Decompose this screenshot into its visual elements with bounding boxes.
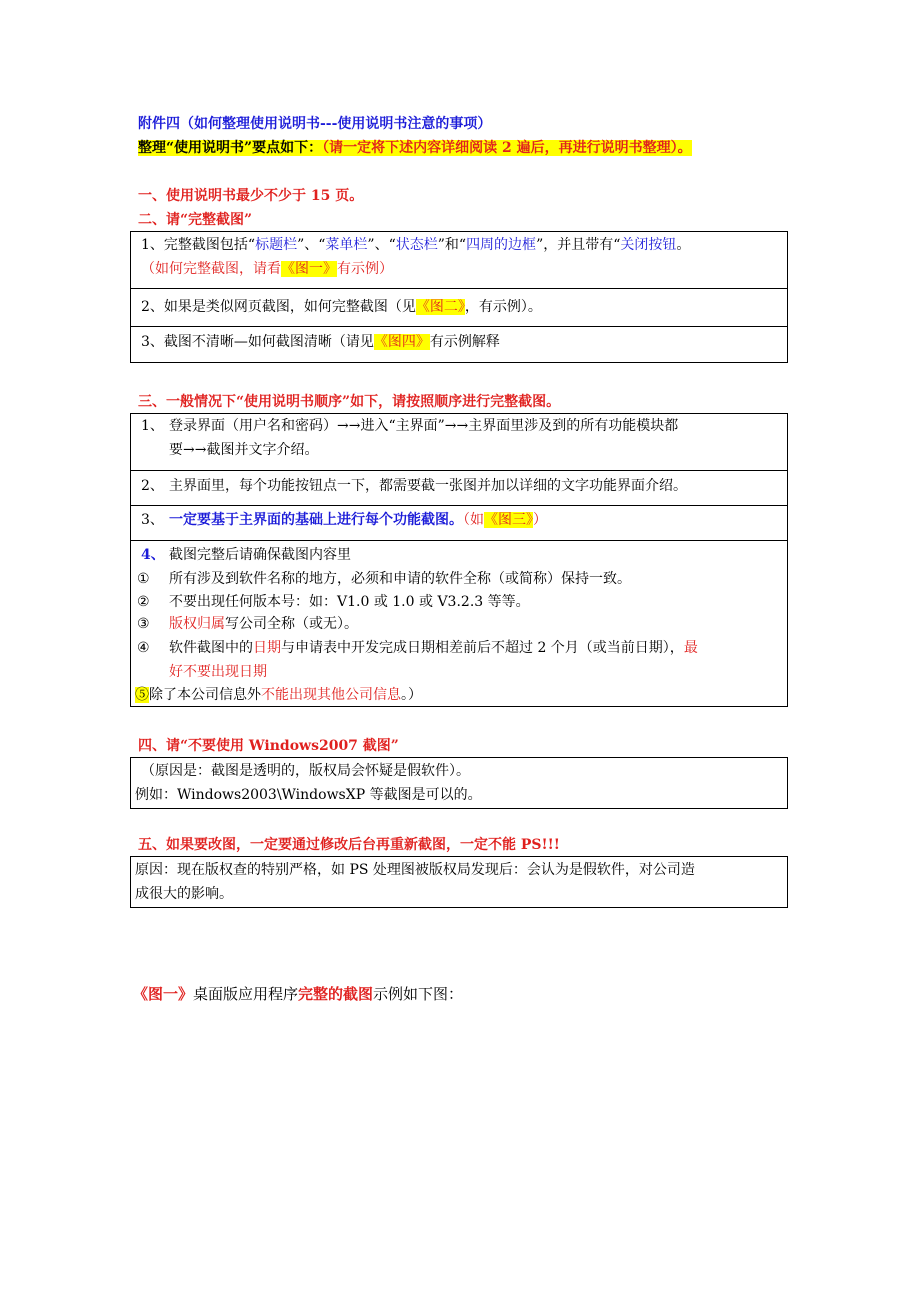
figure1-caption: 《图一》桌面版应用程序完整的截图示例如下图：	[133, 985, 464, 1003]
section3-row3-num: 3、	[141, 512, 164, 528]
figure1-label: 《图一》	[133, 985, 194, 1003]
section5-table	[130, 856, 788, 908]
section3-row1-num: 1、	[141, 418, 164, 434]
key-points-note: （请一定将下述内容详细阅读 2 遍后，再进行说明书整理）。	[322, 140, 692, 156]
section5-heading: 五、如果要改图，一定要通过修改后台再重新截图，一定不能 PS!!!	[138, 837, 560, 853]
section4-line2: 例如：Windows2003\WindowsXP 等截图是可以的。	[135, 787, 482, 803]
section2-row2: 2、如果是类似网页截图，如何完整截图（见《图二》，有示例）。	[141, 299, 542, 315]
figure2-ref: 《图二》	[415, 299, 465, 315]
section3-row2-num: 2、	[141, 478, 164, 494]
section3-divider	[131, 505, 787, 506]
section5-line2: 成很大的影响。	[135, 886, 233, 902]
section2-row1-line1: 1、完整截图包括“标题栏”、“菜单栏”、“状态栏”和“四周的边框”，并且带有“关闭按钮。	[141, 237, 691, 253]
figure3-ref: 《图三》	[484, 512, 533, 528]
section3-row3: 一定要基于主界面的基础上进行每个功能截图。（如《图三》）	[169, 512, 547, 528]
item4-num: ④	[137, 640, 150, 656]
item4-line1: 软件截图中的日期与申请表中开发完成日期相差前后不超过 2 个月（或当前日期），最	[169, 640, 698, 656]
section3-row1-line1: 登录界面（用户名和密码）→→进入“主界面”→→主界面里涉及到的所有功能模块都	[169, 418, 679, 434]
item5-num: ⑤	[135, 687, 149, 703]
attachment-title: 附件四（如何整理使用说明书---使用说明书注意的事项）	[138, 116, 492, 132]
section3-table	[130, 413, 788, 707]
section3-heading: 三、一般情况下“使用说明书顺序”如下，请按照顺序进行完整截图。	[138, 394, 561, 410]
section2-table	[130, 231, 788, 363]
section5-line1: 原因：现在版权查的特别严格，如 PS 处理图被版权局发现后：会认为是假软件，对公司造	[135, 862, 695, 878]
figure4-ref: 《图四》	[373, 334, 430, 350]
item3-num: ③	[137, 616, 150, 632]
item3-text: 版权归属写公司全称（或无）。	[169, 616, 358, 632]
section3-row2: 主界面里，每个功能按钮点一下，都需要截一张图并加以详细的文字功能界面介绍。	[169, 478, 687, 494]
figure1-ref: 《图一》	[281, 261, 337, 277]
item1-num: ①	[137, 571, 150, 587]
section2-heading: 二、请“完整截图”	[138, 212, 253, 228]
section2-row1-line2: （如何完整截图，请看《图一》有示例）	[141, 261, 393, 277]
section1-heading: 一、使用说明书最少不少于 15 页。	[138, 188, 364, 204]
item2-text: 不要出现任何版本号：如：V1.0 或 1.0 或 V3.2.3 等等。	[169, 594, 530, 610]
item4-line2: 好不要出现日期	[169, 664, 267, 680]
section4-heading: 四、请“不要使用 Windows2007 截图”	[138, 738, 399, 754]
section3-row4-num: 4、	[141, 547, 165, 563]
item5-line: ⑤除了本公司信息外不能出现其他公司信息。）	[135, 687, 422, 703]
section2-row3: 3、截图不清晰—如何截图清晰（请见《图四》有示例解释	[141, 334, 500, 350]
section2-divider	[131, 288, 787, 289]
section2-divider	[131, 326, 787, 327]
key-points-line	[138, 137, 692, 157]
section4-table	[130, 757, 788, 809]
item2-num: ②	[137, 594, 150, 610]
key-points-label: 整理“使用说明书”要点如下：	[138, 140, 323, 156]
section3-divider	[131, 540, 787, 541]
section3-row4-intro: 截图完整后请确保截图内容里	[169, 547, 351, 563]
section3-divider	[131, 470, 787, 471]
section3-row1-line2: 要→→截图并文字介绍。	[169, 442, 319, 458]
section4-line1: （原因是：截图是透明的，版权局会怀疑是假软件）。	[141, 763, 470, 779]
item1-text: 所有涉及到软件名称的地方，必须和申请的软件全称（或简称）保持一致。	[169, 571, 631, 587]
